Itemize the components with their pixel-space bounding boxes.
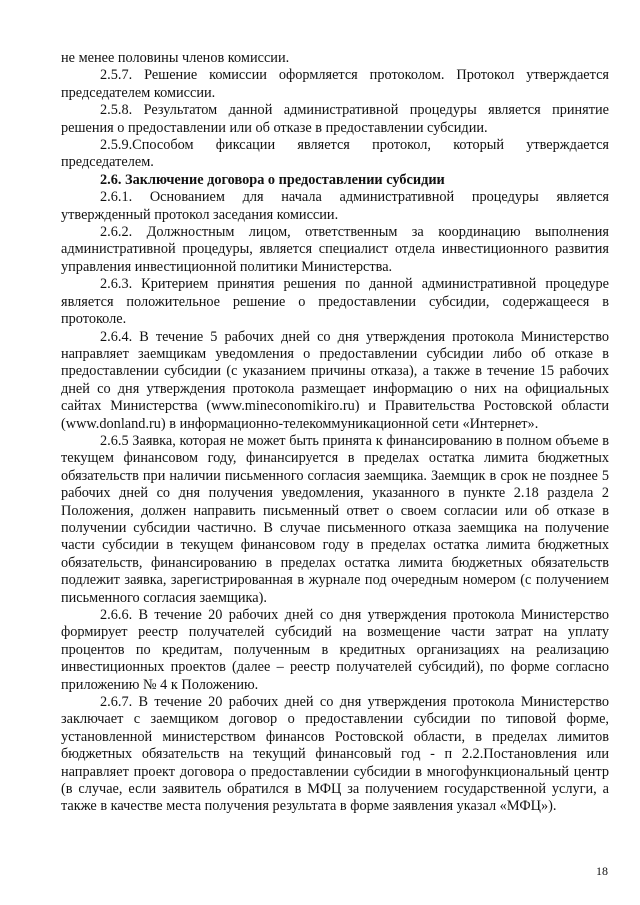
paragraph-2-6-4: 2.6.4. В течение 5 рабочих дней со дня утверждения протокола Министерство направляет заемщикам уведомления о предоставлении субсидии либо об отказе в предоставлении субсидии (с указанием причины отказа), а также в течение 15 рабочих дней со дня утверждения протокола размещает информацию о них на официальных сайтах Министерства (www.mineconomikiro.ru) и Правительства Ростовской области (www.donland.ru) в информационно-телекоммуникационной сети «Интернет». [61,328,609,432]
paragraph-2-6-6: 2.6.6. В течение 20 рабочих дней со дня утверждения протокола Министерство формирует реестр получателей субсидий на возмещение части затрат на уплату процентов по кредитам, полученным в кредитных организациях на реализацию инвестиционных проектов (далее – реестр получателей субсидий), по форме согласно приложению № 4 к Положению. [61,607,609,693]
paragraph-2-5-8: 2.5.8. Результатом данной административной процедуры является принятие решения о предоставлении или об отказе в предоставлении субсидии. [61,102,609,136]
document-page [61,50,609,816]
paragraph-2-6-1: 2.6.1. Основанием для начала административной процедуры является утвержденный протокол заседания комиссии. [61,189,609,223]
paragraph-2-6-2: 2.6.2. Должностным лицом, ответственным за координацию выполнения административной процедуры, является специалист отдела инвестиционного развития управления инвестиционной политики Министерства. [61,224,609,275]
section-heading-2-6: 2.6. Заключение договора о предоставлении субсидии [100,171,445,188]
page-number: 18 [596,864,608,878]
paragraph-2-6-7: 2.6.7. В течение 20 рабочих дней со дня утверждения протокола Министерство заключает с заемщиком договор о предоставлении субсидии по типовой форме, установленной министерством финансов Ростовской области, в пределах лимитов бюджетных обязательств на текущий финансовый год - п 2.2.Постановления или направляет проект договора о предоставлении субсидии в многофункциональный центр (в случае, если заявитель обратился в МФЦ за получением государственной услуги, а также в качестве места получения результата в форме заявления указал «МФЦ»). [61,694,609,815]
paragraph-2-5-7: 2.5.7. Решение комиссии оформляется протоколом. Протокол утверждается председателем комиссии. [61,67,609,101]
paragraph-continuation: не менее половины членов комиссии. [61,50,290,66]
paragraph-2-6-3: 2.6.3. Критерием принятия решения по данной административной процедуре является положительное решение о предоставлении субсидии, содержащееся в протоколе. [61,276,609,328]
paragraph-2-5-9: 2.5.9.Способом фиксации является протокол, который утверждается председателем. [61,137,609,171]
paragraph-2-6-5: 2.6.5 Заявка, которая не может быть принята к финансированию в полном объеме в текущем финансовом году, финансируется в пределах остатка лимита бюджетных обязательств при наличии письменного согласия заемщика. Заемщик в срок не позднее 5 рабочих дней со дня получения уведомления, указанного в пункте 2.18 раздела 2 Положения, должен направить письменный ответ о своем согласии или об отказе в получении субсидии частично. В случае письменного отказа заемщика на получение части субсидии в текущем финансовом году в пределах остатка лимита бюджетных обязательств, финансированию в пределах остатка лимита бюджетных обязательств подлежит заявка, зарегистрированная в журнале под очередным номером (с получением письменного согласия заемщика). [61,432,609,606]
